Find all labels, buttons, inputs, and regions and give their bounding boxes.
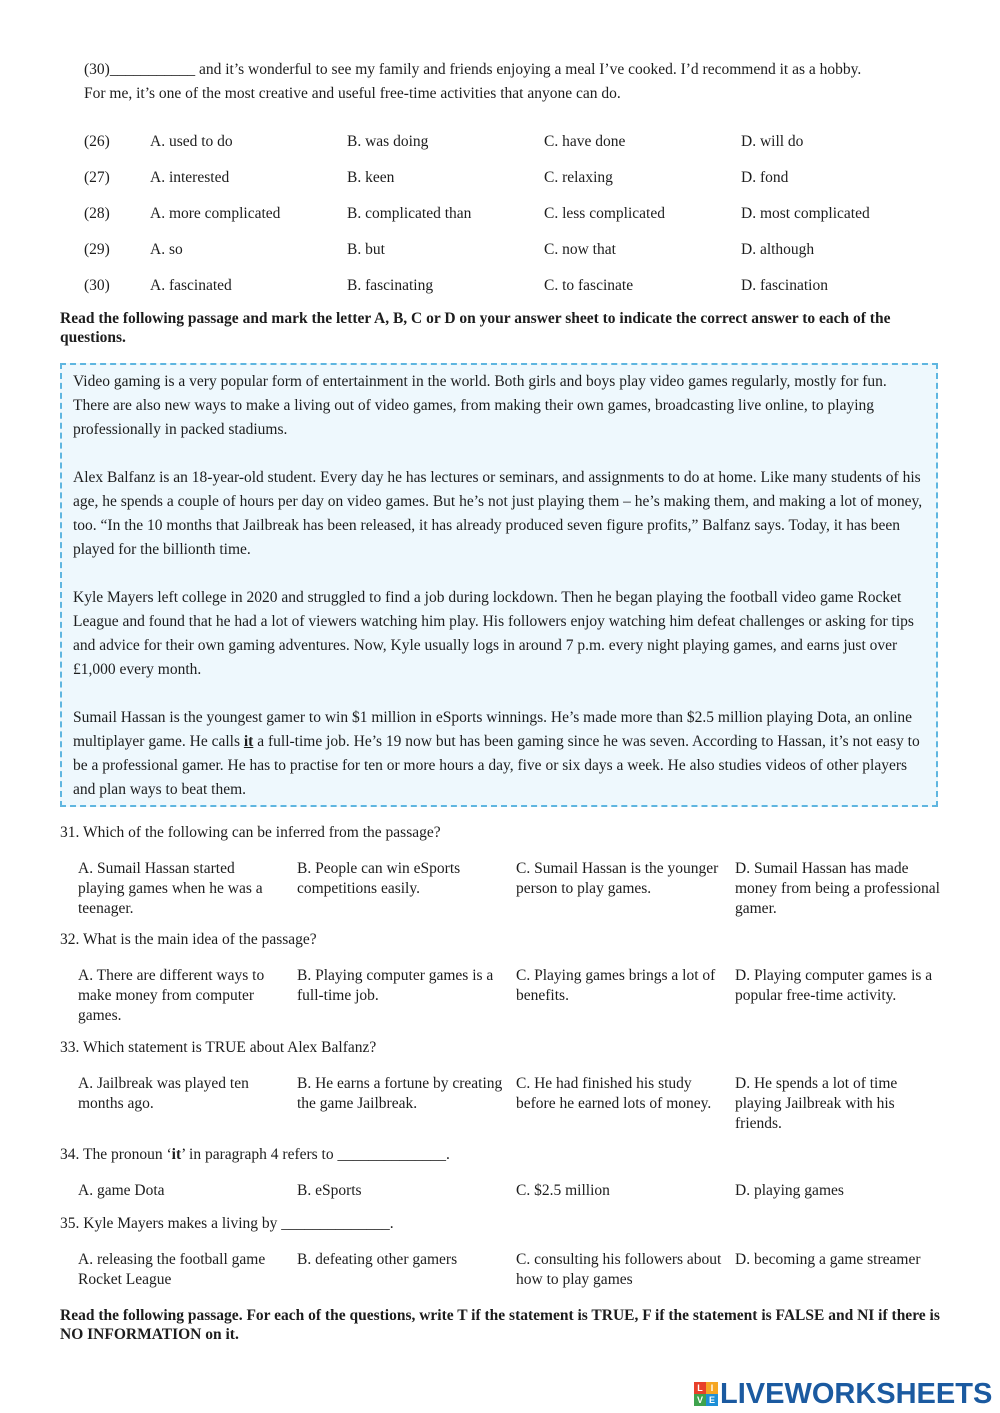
option-d[interactable]: D. playing games [735,1182,844,1199]
option-c[interactable]: C. to fascinate [544,277,634,294]
intro-blank: ___________ [109,61,196,78]
option-b[interactable]: B. fascinating [347,277,434,294]
cloze-number: (28) [84,205,110,222]
passage-paragraph-3: Kyle Mayers left college in 2020 and struggled to find a job during lockdown. Then he began playing the football video game Rocket League and found that he had a lot of viewers watching him play. His followers enjoy watching him defeat challenges or asking for tips and advice for their own gaming adventures. Now, Kyle usually logs in around 7 p.m. every night playing games, and earns just over £1,000 every month. [73,589,914,678]
question-34-options [78,1181,958,1201]
question-32-options [78,966,958,1026]
cloze-number: (26) [84,133,110,150]
answer-blank-35[interactable]: ______________ [281,1215,390,1232]
option-c[interactable]: C. Sumail Hassan is the younger person to play games. [516,860,719,897]
cloze-number: (30) [84,277,110,294]
question-35-options [78,1250,958,1290]
logo-text: LIVEWORKSHEETS [720,1378,993,1410]
option-d[interactable]: D. Playing computer games is a popular free-time activity. [735,967,933,1004]
option-a[interactable]: A. interested [150,169,230,186]
option-a[interactable]: A. Sumail Hassan started playing games when he was a teenager. [78,860,263,917]
cloze-row [84,124,944,160]
option-c[interactable]: C. now that [544,241,616,258]
option-c[interactable]: C. He had finished his study before he earned lots of money. [516,1075,712,1112]
cloze-number: (29) [84,241,110,258]
option-b[interactable]: B. Playing computer games is a full-time job. [297,967,494,1004]
option-b[interactable]: B. was doing [347,133,429,150]
option-c[interactable]: C. relaxing [544,169,613,186]
option-a[interactable]: A. more complicated [150,205,281,222]
question-33-options [78,1074,958,1134]
pronoun-it-reference: it [243,733,254,750]
option-c[interactable]: C. less complicated [544,205,665,222]
option-d[interactable]: D. Sumail Hassan has made money from being a professional gamer. [735,860,940,917]
option-b[interactable]: B. but [347,241,385,258]
question-stem-34 [60,1144,940,1166]
option-a[interactable]: A. game Dota [78,1182,165,1199]
stem-35-start: 35. Kyle Mayers makes a living by [60,1215,282,1232]
passage-paragraph-2: Alex Balfanz is an 18-year-old student. Every day he has lectures or seminars, and assignments to do at home. Like many students of his age, he spends a couple of hours per day on video games. But he’s not just playing them – he’s making them, and making a lot of money, too. “In the 10 months that Jailbreak has been released, it has already produced seven figure profits,” Balfanz says. Today, it has been played for the billionth time. [73,469,923,558]
option-c[interactable]: C. Playing games brings a lot of benefits. [516,967,716,1004]
question-stem-31: 31. Which of the following can be inferred from the passage? [60,824,441,841]
passage-paragraph-1: Video gaming is a very popular form of entertainment in the world. Both girls and boys play video games regularly, mostly for fun. There are also new ways to make a living out of video games, from making their own games, broadcasting live online, to playing professionally in packed stadiums. [73,373,887,438]
option-a[interactable]: A. so [150,241,183,258]
question-stem-33: 33. Which statement is TRUE about Alex Balfanz? [60,1039,377,1056]
intro-line-1: and it’s wonderful to see my family and friends enjoying a meal I’ve cooked. I’d recommend it as a hobby. [195,61,862,78]
option-d[interactable]: D. becoming a game streamer [735,1251,921,1268]
cloze-options-table [84,124,944,304]
liveworksheets-logo [694,1377,992,1411]
stem-35-end: . [389,1215,394,1232]
option-d[interactable]: D. will do [741,133,804,150]
question-31-options [78,859,958,919]
option-b[interactable]: B. eSports [297,1182,362,1199]
stem-34-pronoun: it [171,1146,182,1163]
logo-letter: I [706,1382,718,1394]
reading-passage-box [60,363,938,807]
intro-paragraph [84,58,944,106]
logo-mark-icon [694,1382,718,1406]
stem-34-start: 34. The pronoun ‘ [60,1146,172,1163]
intro-number: (30) [84,61,110,78]
option-c[interactable]: C. consulting his followers about how to play games [516,1251,722,1288]
paragraph-4-end: a full-time job. He’s 19 now but has been gaming since he was seven. According to Hassan, it’s not easy to be a professional gamer. He has to practise for ten or more hours a day, five or six days a week. He also studies videos of other players and plan ways to beat them. [73,733,920,798]
option-d[interactable]: D. although [741,241,815,258]
option-a[interactable]: A. fascinated [150,277,232,294]
answer-blank-34[interactable]: ______________ [337,1146,446,1163]
option-c[interactable]: C. have done [544,133,626,150]
true-false-instruction: Read the following passage. For each of the questions, write T if the statement is TRUE, F if the statement is FALSE and NI if there is NO INFORMATION on it. [60,1307,940,1343]
question-stem-35 [60,1213,940,1235]
option-d[interactable]: D. most complicated [741,205,870,222]
reading-instruction: Read the following passage and mark the letter A, B, C or D on your answer sheet to indicate the correct answer to each of the questions. [60,310,891,346]
stem-34-end: . [446,1146,450,1163]
logo-letter: L [694,1382,706,1394]
logo-letter: V [694,1394,706,1406]
intro-line-2: For me, it’s one of the most creative and useful free-time activities that anyone can do. [84,85,621,102]
option-b[interactable]: B. He earns a fortune by creating the game Jailbreak. [297,1075,503,1112]
option-a[interactable]: A. Jailbreak was played ten months ago. [78,1075,249,1112]
cloze-row [84,160,944,196]
cloze-row [84,268,944,304]
option-a[interactable]: A. used to do [150,133,233,150]
question-stem-32: 32. What is the main idea of the passage? [60,931,317,948]
option-c[interactable]: C. $2.5 million [516,1182,610,1199]
option-d[interactable]: D. He spends a lot of time playing Jailbreak with his friends. [735,1075,898,1132]
option-a[interactable]: A. releasing the football game Rocket League [78,1251,266,1288]
option-b[interactable]: B. complicated than [347,205,472,222]
passage-paragraph-4 [73,706,926,802]
cloze-row [84,196,944,232]
logo-letter: E [706,1394,718,1406]
paragraph-4-start: Sumail Hassan is the youngest gamer to win $1 million in eSports winnings. He’s made more than $2.5 million playing Dota, an online multiplayer game. He calls [73,709,913,750]
stem-34-middle: ’ in paragraph 4 refers to [181,1146,338,1163]
cloze-number: (27) [84,169,110,186]
option-b[interactable]: B. People can win eSports competitions easily. [297,860,461,897]
cloze-row [84,232,944,268]
option-b[interactable]: B. keen [347,169,395,186]
option-d[interactable]: D. fond [741,169,789,186]
option-d[interactable]: D. fascination [741,277,828,294]
option-a[interactable]: A. There are different ways to make money from computer games. [78,967,265,1024]
option-b[interactable]: B. defeating other gamers [297,1251,458,1268]
